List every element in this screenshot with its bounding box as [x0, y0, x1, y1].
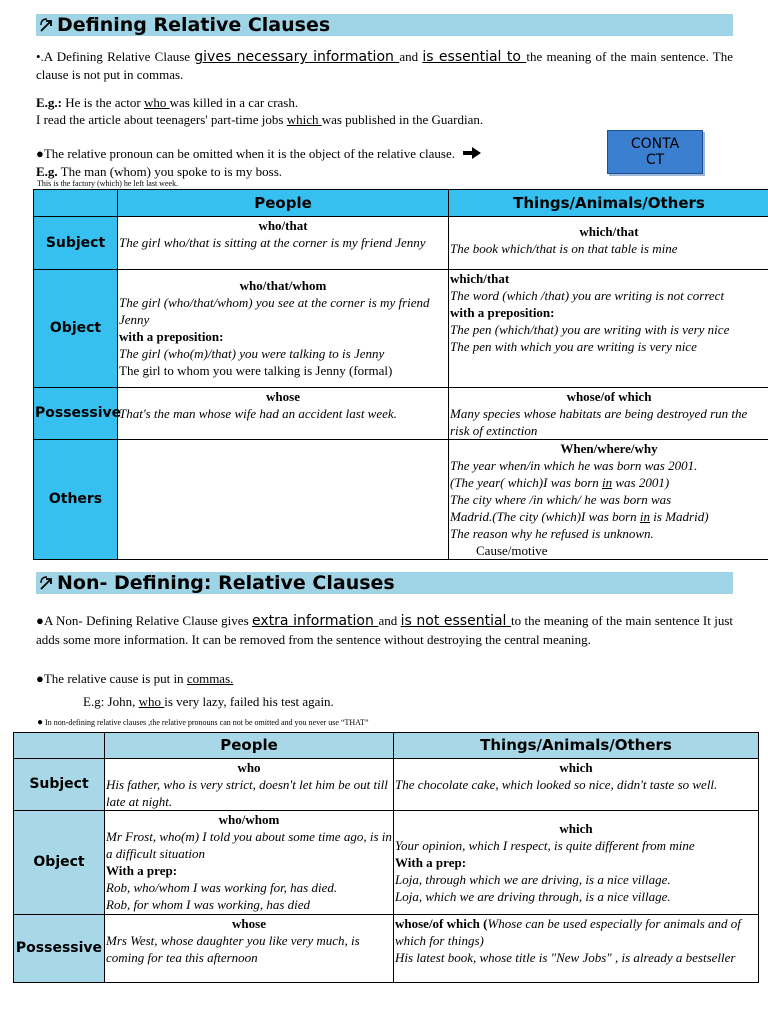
row-label-subject: Subject [14, 759, 105, 811]
that-rule-note: ● In non-defining relative clauses ,the relative pronouns can not be omitted and you never use “THAT” [37, 717, 369, 728]
cell-possessive-things: whose/of which Many species whose habitats are being destroyed run the risk of extinction [449, 388, 768, 440]
column-header-people: People [118, 190, 449, 217]
defining-table [33, 189, 768, 560]
section-heading-defining [36, 14, 733, 36]
row-label-object: Object [34, 270, 118, 388]
row-label-subject: Subject [34, 217, 118, 270]
column-header-things: Things/Animals/Others [449, 190, 768, 217]
cell-possessive-people: whose That's the man whose wife had an accident last week. [118, 388, 449, 440]
row-label-others: Others [34, 440, 118, 560]
cell-possessive-things: whose/of which (Whose can be used especially for animals and of which for things) His latest book, whose title is "New Jobs" , is already a bestseller [394, 915, 759, 983]
bullet-icon: ● [36, 671, 44, 686]
defining-example-1: E.g.: He is the actor who was killed in a car crash. [36, 95, 299, 110]
cell-object-people: who/that/whom The girl (who/that/whom) you see at the corner is my friend Jenny with a preposition: The girl (who(m)/that) you were talking to is Jenny The girl to whom you were talking is Jenny (formal) [118, 270, 449, 388]
table-row-possessive [34, 388, 768, 440]
cell-others-people [118, 440, 449, 560]
column-header-people: People [105, 733, 394, 759]
table-row-subject [34, 217, 768, 270]
row-label-possessive: Possessive [34, 388, 118, 440]
non-defining-table [13, 732, 759, 983]
row-label-object: Object [14, 811, 105, 915]
omission-example: E.g. The man (whom) you spoke to is my boss. [36, 164, 283, 179]
cell-subject-things: which/that The book which/that is on that table is mine [449, 217, 768, 270]
commas-example: E.g: John, who is very lazy, failed his test again. [83, 694, 334, 709]
cell-object-things: which/that The word (which /that) you are writing is not correct with a preposition: The pen (which/that) you are writing with is very nice The pen with which you are writing is very nice [449, 270, 768, 388]
section-heading-non-defining [36, 572, 733, 594]
commas-rule: ●The relative cause is put in commas. [36, 671, 234, 686]
table-row-object [14, 811, 759, 915]
row-label-possessive: Possessive [14, 915, 105, 983]
right-arrow-icon [462, 146, 482, 160]
table-row-object [34, 270, 768, 388]
cell-others-things: When/where/why The year when/in which he was born was 2001. (The year( which)I was born in was 2001) The city where /in which/ he was born was Madrid.(The city (which)I was born in is Madrid) The reason why he refused is unknown. Cause/motive [449, 440, 768, 560]
table-corner [14, 733, 105, 759]
cell-possessive-people: whose Mrs West, whose daughter you like very much, is coming for tea this afternoon [105, 915, 394, 983]
table-corner [34, 190, 118, 217]
defining-definition-paragraph: •.A Defining Relative Clause gives necessary information and is essential to the meaning of the main sentence. The clause is not put in commas. [36, 49, 734, 82]
table-row-possessive [14, 915, 759, 983]
link-arrow-icon [38, 574, 56, 592]
non-defining-definition-paragraph: ●A Non- Defining Relative Clause gives extra information and is not essential to the meaning of the main sentence It just adds some more information. It can be removed from the sentence without destroying the central meaning. [36, 613, 733, 647]
contact-button[interactable]: CONTA CT [607, 130, 703, 174]
column-header-things: Things/Animals/Others [394, 733, 759, 759]
small-example-note: This is the factory (which) he left last week. [37, 179, 179, 188]
bullet-icon: ● [36, 613, 44, 628]
cell-object-things: which Your opinion, which I respect, is quite different from mine With a prep: Loja, through which we are driving, is a nice village. Loja, which we are driving through, is a nice village. [394, 811, 759, 915]
bullet-icon: ● [36, 146, 44, 161]
table-row-others [34, 440, 768, 560]
section-title: Defining Relative Clauses [57, 14, 331, 36]
table-row-subject [14, 759, 759, 811]
link-arrow-icon [38, 16, 56, 34]
omission-rule: ●The relative pronoun can be omitted when it is the object of the relative clause. [36, 145, 596, 162]
section-title: Non- Defining: Relative Clauses [57, 572, 395, 594]
bullet-icon: ● [37, 717, 44, 728]
cell-subject-people: who His father, who is very strict, doesn't let him be out till late at night. [105, 759, 394, 811]
cell-subject-people: who/that The girl who/that is sitting at the corner is my friend Jenny [118, 217, 449, 270]
cell-object-people: who/whom Mr Frost, who(m) I told you about some time ago, is in a difficult situation With a prep: Rob, who/whom I was working for, has died. Rob, for whom I was working, has died [105, 811, 394, 915]
defining-example-2: I read the article about teenagers' part-time jobs which was published in the Guardian. [36, 112, 484, 127]
cell-subject-things: which The chocolate cake, which looked so nice, didn't taste so well. [394, 759, 759, 811]
